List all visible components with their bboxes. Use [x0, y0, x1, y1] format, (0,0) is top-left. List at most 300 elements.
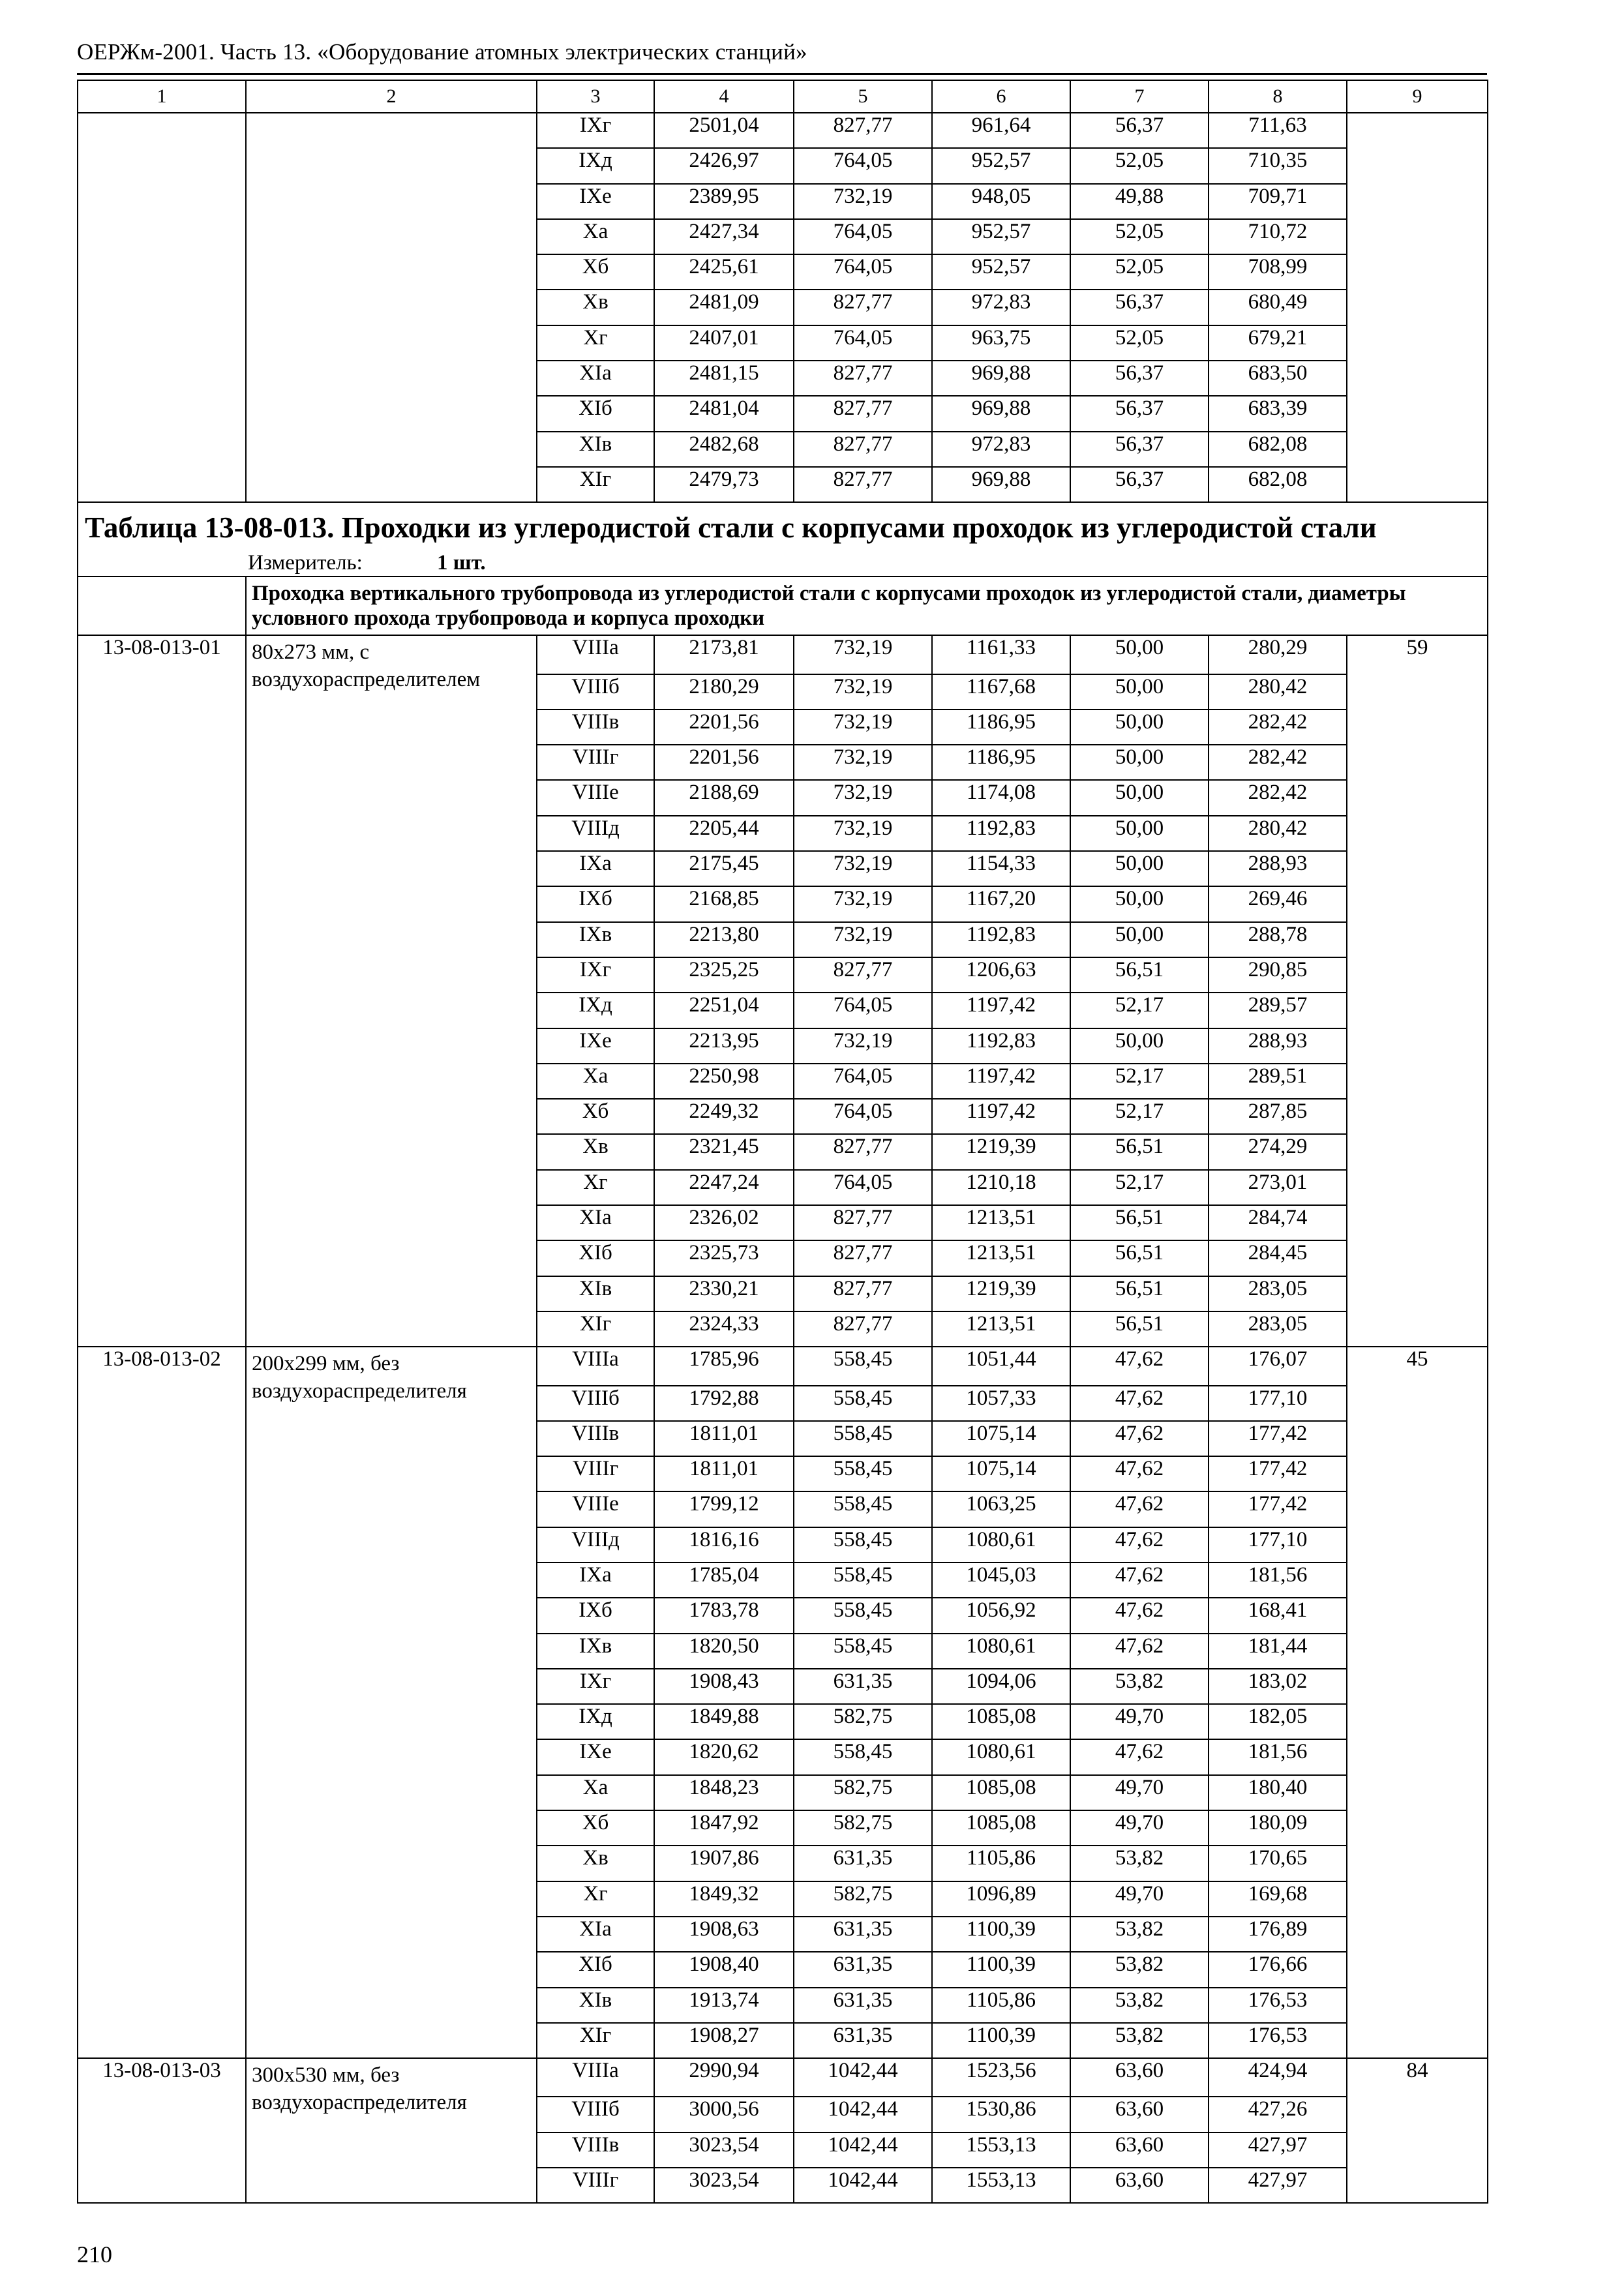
- cell-col5: 827,77: [794, 1205, 932, 1240]
- cell-rank: Xв: [537, 1846, 654, 1881]
- code-cell: [78, 1810, 246, 1846]
- table-row: [78, 1952, 1488, 1987]
- cell-rank: IXб: [537, 1598, 654, 1633]
- cell-col7: 53,82: [1070, 2023, 1209, 2058]
- name-cell: [246, 1846, 537, 1881]
- cell-col4: 2481,09: [654, 290, 794, 325]
- table-row: [78, 1988, 1488, 2023]
- cell-col5: 732,19: [794, 816, 932, 851]
- code-cell: [78, 1134, 246, 1169]
- cell-col6: 1045,03: [932, 1563, 1070, 1598]
- code-cell: [78, 1527, 246, 1563]
- cell-rank: VIIIб: [537, 674, 654, 710]
- cell-rank: Xг: [537, 325, 654, 361]
- cell-col8: 680,49: [1209, 290, 1347, 325]
- cell-col4: 2321,45: [654, 1134, 794, 1169]
- cell-col7: 50,00: [1070, 745, 1209, 780]
- cell-col5: 582,75: [794, 1881, 932, 1917]
- cell-col8: 288,93: [1209, 1028, 1347, 1064]
- name-cell: [246, 1704, 537, 1739]
- cell-col8: 269,46: [1209, 886, 1347, 921]
- cell-col5: 732,19: [794, 922, 932, 957]
- cell-col6: 1219,39: [932, 1134, 1070, 1169]
- cell-col4: 2501,04: [654, 113, 794, 148]
- cell-col8: 427,26: [1209, 2097, 1347, 2132]
- name-cell: [246, 2058, 537, 2115]
- table-row: [78, 886, 1488, 921]
- cell-col4: 2213,80: [654, 922, 794, 957]
- cell-col6: 1056,92: [932, 1598, 1070, 1633]
- name-cell: [246, 1739, 537, 1774]
- cell-col8: 176,07: [1209, 1347, 1347, 1385]
- cell-col5: 827,77: [794, 113, 932, 148]
- cell-rank: IXг: [537, 1669, 654, 1704]
- cell-rank: IXв: [537, 922, 654, 957]
- cell-col5: 558,45: [794, 1421, 932, 1456]
- cell-col7: 50,00: [1070, 886, 1209, 921]
- cell-col8: 288,93: [1209, 851, 1347, 886]
- table-row: [78, 1634, 1488, 1669]
- cell-col9: [1347, 1276, 1488, 1311]
- cell-col8: 283,05: [1209, 1276, 1347, 1311]
- cell-rank: IXе: [537, 1028, 654, 1064]
- cell-rank: IXд: [537, 1704, 654, 1739]
- cell-col4: 2330,21: [654, 1276, 794, 1311]
- cell-col9: [1347, 1386, 1488, 1421]
- cell-col4: 2201,56: [654, 745, 794, 780]
- cell-col4: 1849,32: [654, 1881, 794, 1917]
- cell-col5: 631,35: [794, 1846, 932, 1881]
- cell-col6: 1192,83: [932, 816, 1070, 851]
- cell-col6: 948,05: [932, 184, 1070, 219]
- table-row: [78, 219, 1488, 254]
- cell-rank: Xа: [537, 1064, 654, 1099]
- name-text: 80х273 мм, с воздухораспределителем: [252, 640, 481, 692]
- cell-col6: 1174,08: [932, 780, 1070, 815]
- table-row: [78, 922, 1488, 957]
- cell-col7: 63,60: [1070, 2058, 1209, 2097]
- column-number-row: [78, 80, 1488, 113]
- code-cell: [78, 1028, 246, 1064]
- cell-col4: 1908,43: [654, 1669, 794, 1704]
- cell-rank: IXг: [537, 113, 654, 148]
- cell-col8: 683,50: [1209, 361, 1347, 396]
- cell-col9: [1347, 674, 1488, 710]
- code-cell: [78, 886, 246, 921]
- code-cell: [78, 219, 246, 254]
- cell-col4: 2990,94: [654, 2058, 794, 2097]
- table-row: [78, 1421, 1488, 1456]
- code-cell: [78, 674, 246, 710]
- cell-col6: 1063,25: [932, 1491, 1070, 1527]
- cell-col7: 50,00: [1070, 710, 1209, 745]
- code-cell: [78, 1739, 246, 1774]
- code-cell: [78, 2132, 246, 2168]
- cell-col8: 289,51: [1209, 1064, 1347, 1099]
- cell-col5: 764,05: [794, 1064, 932, 1099]
- cell-col9: [1347, 432, 1488, 467]
- cell-col9: [1347, 113, 1488, 148]
- table-row: [78, 1099, 1488, 1134]
- cell-col4: 1783,78: [654, 1598, 794, 1633]
- table-row: [78, 290, 1488, 325]
- name-cell: [246, 1491, 537, 1527]
- cell-col6: 1186,95: [932, 710, 1070, 745]
- cell-col7: 56,51: [1070, 1205, 1209, 1240]
- cell-col4: 1785,96: [654, 1347, 794, 1385]
- cell-col6: 1085,08: [932, 1704, 1070, 1739]
- cell-rank: VIIIа: [537, 1347, 654, 1385]
- column-number: 9: [1347, 80, 1488, 113]
- cell-rank: VIIIа: [537, 2058, 654, 2097]
- cell-col7: 47,62: [1070, 1563, 1209, 1598]
- cell-col7: 52,17: [1070, 1170, 1209, 1205]
- cell-col7: 49,88: [1070, 184, 1209, 219]
- cell-rank: Xв: [537, 290, 654, 325]
- cell-col5: 558,45: [794, 1491, 932, 1527]
- table-title: Таблица 13-08-013. Проходки из углеродистой стали с корпусами проходок из углеродистой стали: [78, 502, 1488, 547]
- code-cell: [78, 2168, 246, 2203]
- cell-rank: VIIIв: [537, 710, 654, 745]
- column-number: 4: [654, 80, 794, 113]
- cell-col4: 1847,92: [654, 1810, 794, 1846]
- cell-col5: 732,19: [794, 710, 932, 745]
- cell-col4: 2389,95: [654, 184, 794, 219]
- code-cell: [78, 1421, 246, 1456]
- cell-col7: 47,62: [1070, 1347, 1209, 1385]
- table-row: [78, 1917, 1488, 1952]
- cell-col9: [1347, 710, 1488, 745]
- code-cell: [78, 1881, 246, 1917]
- cell-col9: [1347, 1598, 1488, 1633]
- cell-col4: 2407,01: [654, 325, 794, 361]
- cell-col4: 2481,04: [654, 396, 794, 431]
- cell-col6: 1096,89: [932, 1881, 1070, 1917]
- cell-col4: 1785,04: [654, 1563, 794, 1598]
- cell-col9: 45: [1347, 1347, 1488, 1385]
- cell-col4: 1811,01: [654, 1421, 794, 1456]
- name-cell: [246, 254, 537, 290]
- cell-col7: 56,37: [1070, 361, 1209, 396]
- cell-col5: 732,19: [794, 635, 932, 674]
- column-number: 5: [794, 80, 932, 113]
- cell-col8: 282,42: [1209, 710, 1347, 745]
- cell-col6: 1167,68: [932, 674, 1070, 710]
- name-cell: [246, 1099, 537, 1134]
- table-row: [78, 635, 1488, 674]
- name-cell: [246, 1028, 537, 1064]
- cell-col5: 732,19: [794, 780, 932, 815]
- name-cell: [246, 2168, 537, 2203]
- cell-col8: 708,99: [1209, 254, 1347, 290]
- cell-col8: 181,56: [1209, 1739, 1347, 1774]
- code-cell: [78, 1276, 246, 1311]
- cell-col6: 1080,61: [932, 1527, 1070, 1563]
- table-row: [78, 1311, 1488, 1347]
- cell-col5: 558,45: [794, 1563, 932, 1598]
- cell-col6: 1523,56: [932, 2058, 1070, 2097]
- cell-col9: [1347, 254, 1488, 290]
- cell-col6: 1213,51: [932, 1311, 1070, 1347]
- cell-col7: 50,00: [1070, 816, 1209, 851]
- cell-col8: 710,35: [1209, 148, 1347, 183]
- cell-col4: 1908,27: [654, 2023, 794, 2058]
- cell-col6: 1075,14: [932, 1421, 1070, 1456]
- cell-col7: 53,82: [1070, 1846, 1209, 1881]
- column-number: 1: [78, 80, 246, 113]
- cell-rank: XIг: [537, 1311, 654, 1347]
- cell-col7: 56,51: [1070, 957, 1209, 993]
- name-cell: [246, 1634, 537, 1669]
- cell-col6: 1206,63: [932, 957, 1070, 993]
- code-cell: [78, 1064, 246, 1099]
- code-cell: [78, 1099, 246, 1134]
- cell-col7: 52,17: [1070, 1064, 1209, 1099]
- cell-rank: VIIIд: [537, 816, 654, 851]
- cell-col5: 582,75: [794, 1810, 932, 1846]
- cell-col8: 180,40: [1209, 1775, 1347, 1810]
- cell-col6: 1094,06: [932, 1669, 1070, 1704]
- cell-col8: 169,68: [1209, 1881, 1347, 1917]
- cell-rank: VIIIе: [537, 780, 654, 815]
- code-cell: [78, 1704, 246, 1739]
- cell-rank: VIIIв: [537, 1421, 654, 1456]
- cell-col8: 427,97: [1209, 2168, 1347, 2203]
- cell-col9: [1347, 2097, 1488, 2132]
- cell-col6: 1100,39: [932, 1952, 1070, 1987]
- code-cell: [78, 1456, 246, 1491]
- cell-col5: 732,19: [794, 886, 932, 921]
- code-cell: [78, 1634, 246, 1669]
- cell-rank: VIIIд: [537, 1527, 654, 1563]
- name-cell: [246, 816, 537, 851]
- cell-col7: 50,00: [1070, 635, 1209, 674]
- code-cell: [78, 467, 246, 502]
- cell-col4: 2213,95: [654, 1028, 794, 1064]
- cell-col6: 1161,33: [932, 635, 1070, 674]
- cell-col7: 50,00: [1070, 674, 1209, 710]
- cell-col7: 63,60: [1070, 2168, 1209, 2203]
- cell-rank: VIIIв: [537, 2132, 654, 2168]
- cell-col9: [1347, 1491, 1488, 1527]
- cell-col7: 50,00: [1070, 851, 1209, 886]
- code-cell: [78, 1491, 246, 1527]
- cell-rank: XIб: [537, 1952, 654, 1987]
- cell-col9: [1347, 2168, 1488, 2203]
- code-cell: [78, 113, 246, 148]
- cell-rank: XIг: [537, 467, 654, 502]
- cell-col5: 764,05: [794, 1170, 932, 1205]
- cell-col8: 177,10: [1209, 1527, 1347, 1563]
- cell-col7: 47,62: [1070, 1527, 1209, 1563]
- cell-col6: 969,88: [932, 396, 1070, 431]
- cell-rank: Xб: [537, 254, 654, 290]
- cell-rank: IXд: [537, 148, 654, 183]
- unit-cell: [78, 547, 1488, 576]
- code-cell: [78, 922, 246, 957]
- cell-col9: [1347, 745, 1488, 780]
- table-row: [78, 467, 1488, 502]
- cell-col7: 52,17: [1070, 1099, 1209, 1134]
- cell-col6: 969,88: [932, 361, 1070, 396]
- cell-col8: 168,41: [1209, 1598, 1347, 1633]
- cell-col9: [1347, 1134, 1488, 1169]
- cell-col9: [1347, 1810, 1488, 1846]
- code-cell: [78, 1598, 246, 1633]
- cell-col8: 170,65: [1209, 1846, 1347, 1881]
- name-cell: [246, 745, 537, 780]
- code-cell: [78, 1988, 246, 2023]
- cell-col9: [1347, 1421, 1488, 1456]
- table-row: [78, 113, 1488, 148]
- cell-col6: 1075,14: [932, 1456, 1070, 1491]
- cell-col4: 1908,63: [654, 1917, 794, 1952]
- cell-rank: IXе: [537, 1739, 654, 1774]
- cell-col7: 56,37: [1070, 396, 1209, 431]
- cell-col9: [1347, 1311, 1488, 1347]
- cell-col9: [1347, 1456, 1488, 1491]
- code-cell: [78, 816, 246, 851]
- cell-col4: 1848,23: [654, 1775, 794, 1810]
- cell-col4: 1908,40: [654, 1952, 794, 1987]
- code-cell: [78, 957, 246, 993]
- cell-col9: [1347, 1205, 1488, 1240]
- cell-col4: 2175,45: [654, 851, 794, 886]
- table-row: [78, 2058, 1488, 2097]
- cell-col9: [1347, 1563, 1488, 1598]
- cell-col4: 2425,61: [654, 254, 794, 290]
- table-row: [78, 1491, 1488, 1527]
- cell-rank: Xг: [537, 1881, 654, 1917]
- cell-col9: [1347, 1240, 1488, 1276]
- cell-col8: 177,10: [1209, 1386, 1347, 1421]
- code-cell: [78, 1386, 246, 1421]
- cell-col5: 732,19: [794, 674, 932, 710]
- cell-col8: 176,53: [1209, 2023, 1347, 2058]
- cell-rank: IXа: [537, 1563, 654, 1598]
- cell-col8: 176,53: [1209, 1988, 1347, 2023]
- cell-col5: 827,77: [794, 1311, 932, 1347]
- cell-col7: 52,05: [1070, 254, 1209, 290]
- cell-col5: 827,77: [794, 1134, 932, 1169]
- cell-col9: [1347, 2132, 1488, 2168]
- cell-col4: 2325,25: [654, 957, 794, 993]
- table-row: [78, 816, 1488, 851]
- cell-col7: 53,82: [1070, 1952, 1209, 1987]
- cell-col5: 558,45: [794, 1634, 932, 1669]
- name-text: 200х299 мм, без воздухораспределителя: [252, 1352, 467, 1403]
- table-row: [78, 1669, 1488, 1704]
- cell-rank: XIв: [537, 432, 654, 467]
- unit-row: [78, 547, 1488, 576]
- cell-col7: 56,51: [1070, 1311, 1209, 1347]
- name-cell: [246, 148, 537, 183]
- cell-col4: 1820,62: [654, 1739, 794, 1774]
- cell-col6: 1197,42: [932, 1064, 1070, 1099]
- code-cell: [78, 1240, 246, 1276]
- cell-col6: 1213,51: [932, 1240, 1070, 1276]
- code-cell: [78, 710, 246, 745]
- cell-col8: 176,66: [1209, 1952, 1347, 1987]
- cell-col5: 827,77: [794, 957, 932, 993]
- cell-col6: 952,57: [932, 254, 1070, 290]
- table-row: [78, 1347, 1488, 1385]
- name-cell: [246, 2132, 537, 2168]
- cell-rank: IXб: [537, 886, 654, 921]
- cell-col7: 56,37: [1070, 432, 1209, 467]
- code-cell: [78, 2097, 246, 2132]
- cell-col8: 273,01: [1209, 1170, 1347, 1205]
- cell-rank: XIг: [537, 2023, 654, 2058]
- cell-col8: 280,42: [1209, 816, 1347, 851]
- cell-col9: [1347, 1170, 1488, 1205]
- cell-col5: 827,77: [794, 1240, 932, 1276]
- column-number: 6: [932, 80, 1070, 113]
- cell-col5: 1042,44: [794, 2097, 932, 2132]
- cell-col5: 558,45: [794, 1456, 932, 1491]
- cell-col5: 764,05: [794, 219, 932, 254]
- cell-col8: 427,97: [1209, 2132, 1347, 2168]
- cell-col9: [1347, 1669, 1488, 1704]
- cell-col7: 50,00: [1070, 1028, 1209, 1064]
- cell-col6: 1530,86: [932, 2097, 1070, 2132]
- cell-col9: [1347, 1846, 1488, 1881]
- cell-col4: 2482,68: [654, 432, 794, 467]
- name-cell: [246, 113, 537, 148]
- cell-col8: 682,08: [1209, 432, 1347, 467]
- code-cell: [78, 851, 246, 886]
- cell-col6: 1553,13: [932, 2132, 1070, 2168]
- table-row: [78, 1775, 1488, 1810]
- cell-col5: 1042,44: [794, 2168, 932, 2203]
- cell-col5: 631,35: [794, 1669, 932, 1704]
- cell-col4: 2481,15: [654, 361, 794, 396]
- cell-col7: 47,62: [1070, 1634, 1209, 1669]
- name-cell: [246, 184, 537, 219]
- code-cell: [78, 745, 246, 780]
- cell-col4: 2427,34: [654, 219, 794, 254]
- table-row: [78, 361, 1488, 396]
- name-text: 300х530 мм, без воздухораспределителя: [252, 2063, 467, 2115]
- cell-col4: 2173,81: [654, 635, 794, 674]
- cell-col4: 2426,97: [654, 148, 794, 183]
- cell-col5: 631,35: [794, 1952, 932, 1987]
- table-row: [78, 1170, 1488, 1205]
- table-row: [78, 432, 1488, 467]
- cell-col8: 679,21: [1209, 325, 1347, 361]
- cell-col9: [1347, 290, 1488, 325]
- name-cell: [246, 467, 537, 502]
- cell-col6: 1080,61: [932, 1634, 1070, 1669]
- table-title-row: [78, 502, 1488, 547]
- cell-col8: 177,42: [1209, 1456, 1347, 1491]
- cell-rank: VIIIб: [537, 2097, 654, 2132]
- cell-col8: 284,45: [1209, 1240, 1347, 1276]
- cell-col4: 2326,02: [654, 1205, 794, 1240]
- cell-col9: [1347, 1739, 1488, 1774]
- cell-col6: 1080,61: [932, 1739, 1070, 1774]
- name-cell: [246, 635, 537, 692]
- cell-col8: 280,29: [1209, 635, 1347, 674]
- cell-col6: 1219,39: [932, 1276, 1070, 1311]
- cell-col4: 1792,88: [654, 1386, 794, 1421]
- name-cell: [246, 1917, 537, 1952]
- cell-col5: 764,05: [794, 993, 932, 1028]
- name-cell: [246, 1276, 537, 1311]
- unit-value: 1 шт.: [437, 551, 486, 575]
- code-cell: [78, 432, 246, 467]
- cell-col6: 1197,42: [932, 1099, 1070, 1134]
